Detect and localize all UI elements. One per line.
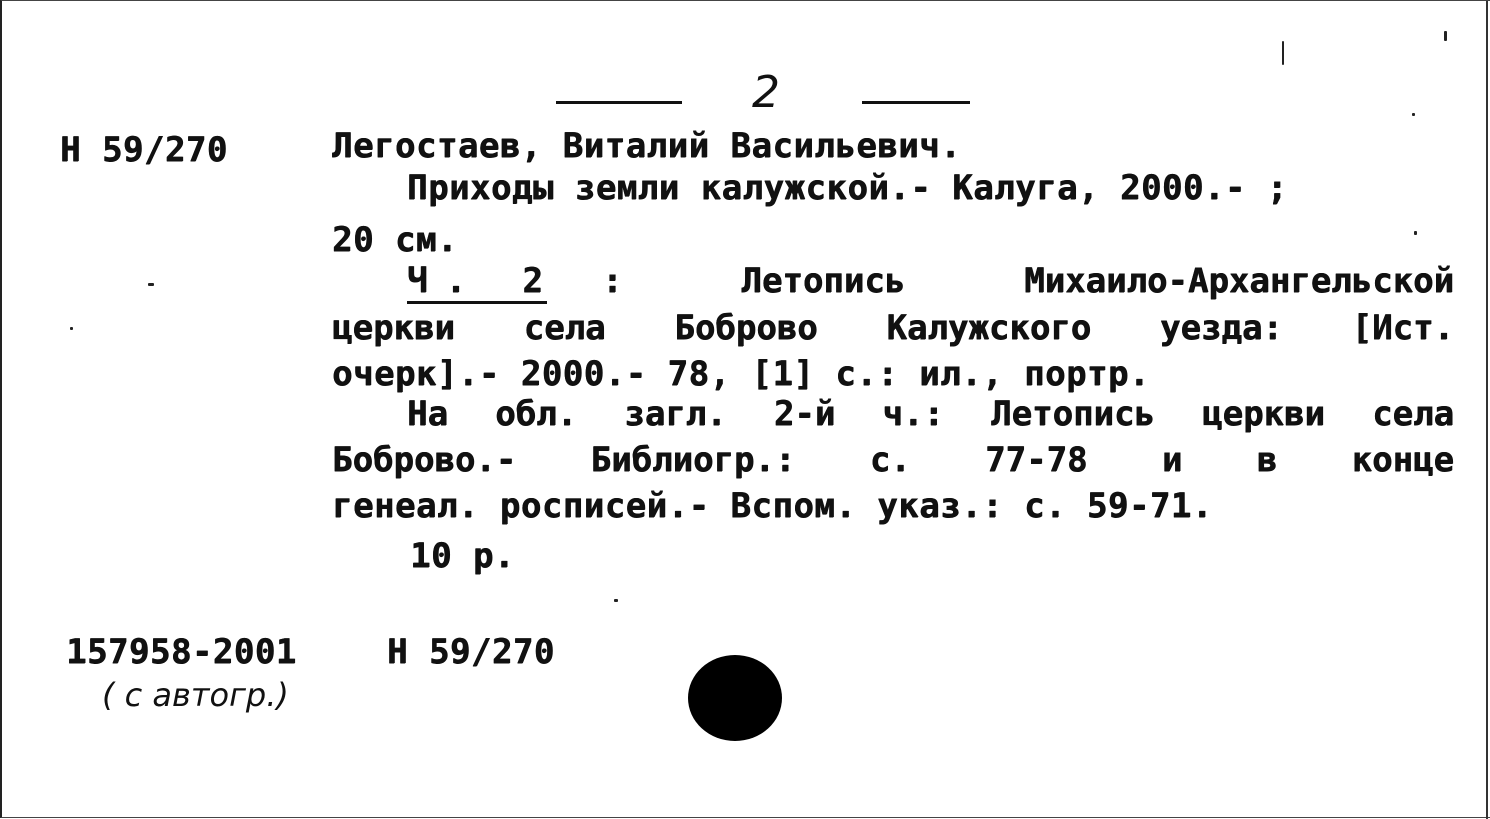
note-line-2 [332,440,1454,480]
note-word: конце [1351,440,1454,480]
part-title-word: Михаило-Архангельской [1024,261,1454,301]
part-word: церкви [332,308,455,348]
note-word: с. [869,440,911,480]
note-word: в [1256,440,1278,480]
price: 10 р. [410,536,515,576]
note-word: и [1161,440,1183,480]
note-word: обл. [495,394,578,434]
scan-speck [148,283,154,286]
scan-speck [614,599,618,602]
author-heading: Легостаев, Виталий Васильевич. [332,126,962,166]
page-number: 2 [752,67,780,118]
inventory-number: 157958-2001 [66,632,297,672]
scan-speck [1282,41,1284,65]
shelfmark-top: Н 59/270 [60,130,228,170]
part-label-underline [407,301,547,304]
note-word: Летопись [991,394,1155,434]
part-title-word: : [602,261,623,301]
physical-size: 20 см. [332,220,458,260]
note-word: На [407,394,448,434]
part-title-word: Летопись [741,261,906,301]
part-word: уезда: [1159,308,1283,348]
note-word: Библиогр.: [590,440,796,480]
note-word: 77-78 [985,440,1088,480]
scan-speck [70,327,73,330]
part-word: села [523,308,606,348]
scan-speck [1414,231,1417,235]
note-word: ч.: [882,394,944,434]
part-title-line [602,261,1454,301]
part-label: Ч. 2 [407,261,561,301]
note-line-3: генеал. росписей.- Вспом. указ.: с. 59-71. [332,486,1213,526]
scan-speck [1444,31,1447,41]
note-word: загл. [624,394,727,434]
part-word: [Ист. [1351,308,1454,348]
card-punch-hole [688,655,782,741]
part-word: Калужского [886,308,1092,348]
part-title-line-2 [332,308,1454,348]
note-word: Боброво.- [332,440,517,480]
title-imprint: Приходы земли калужской.- Калуга, 2000.- ; [407,168,1288,208]
page-number-right-rule [862,101,970,104]
card-right-edge [1486,1,1488,819]
note-line-1 [407,394,1454,434]
handwritten-autograph-note: ( с автогр.) [102,676,289,714]
note-word: 2-й [773,394,836,434]
scan-speck [1412,113,1415,116]
part-extent: очерк].- 2000.- 78, [1] с.: ил., портр. [332,354,1150,394]
note-word: села [1372,394,1454,434]
shelfmark-bottom: Н 59/270 [387,632,555,672]
part-word: Боброво [674,308,818,348]
note-word: церкви [1202,394,1325,434]
page-number-left-rule [556,101,682,104]
